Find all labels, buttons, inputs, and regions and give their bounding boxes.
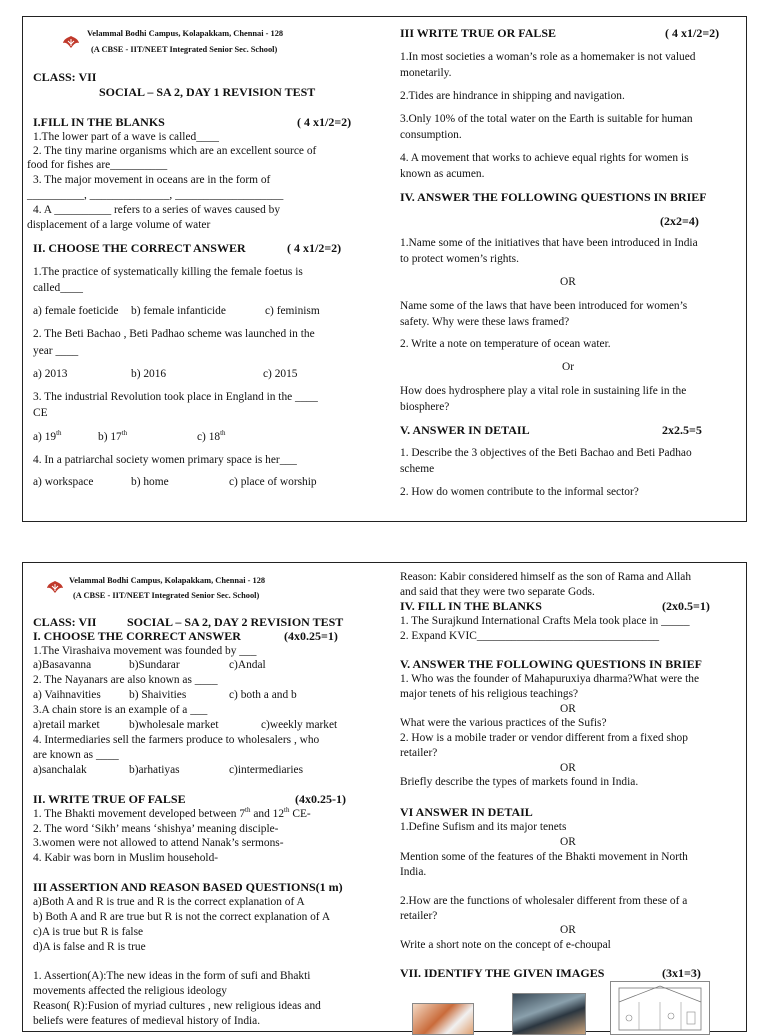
day1-left-column [27, 17, 377, 521]
test-title: SOCIAL – SA 2, DAY 1 REVISION TEST [99, 85, 316, 99]
option: d)A is false and R is true [33, 941, 146, 953]
school-name: Velammal Bodhi Campus, Kolapakkam, Chennai - 128 [69, 576, 266, 585]
question-text: What were the various practices of the Sufis? [400, 717, 607, 729]
question-text: 1.The practice of systematically killing the female foetus is [33, 266, 303, 278]
school-name: Velammal Bodhi Campus, Kolapakkam, Chennai - 128 [87, 29, 284, 38]
identify-image-1 [412, 1003, 474, 1035]
identify-image-3 [610, 981, 710, 1035]
question-text: How does hydrosphere play a vital role in sustaining life in the [400, 385, 687, 397]
question-text: Reason: Kabir considered himself as the son of Rama and Allah [400, 571, 692, 583]
option: b)arhatiyas [129, 764, 180, 776]
option [33, 430, 62, 445]
option: c) both a and b [229, 689, 297, 701]
section-title: I.FILL IN THE BLANKS [33, 115, 165, 129]
question-text: 3. The industrial Revolution took place in England in the ____ [33, 391, 318, 403]
question-text: and said that they were two separate Gods. [400, 586, 595, 598]
school-affiliation: (A CBSE - IIT/NEET Integrated Senior Sec. School) [73, 591, 260, 600]
question-text: known as acumen. [400, 168, 485, 180]
option: b) Both A and R are true but R is not the correct explanation of A [33, 911, 331, 923]
superscript: th [56, 429, 62, 438]
option: c) place of worship [229, 476, 317, 488]
question-text: movements affected the religious ideology [33, 985, 228, 997]
option: a) female foeticide [33, 305, 119, 317]
section-marks: 2x2.5=5 [662, 423, 702, 437]
class-label: CLASS: VII [33, 615, 97, 629]
section-marks: (4x0.25-1) [295, 792, 346, 806]
question-text: 1. Assertion(A):The new ideas in the form of sufi and Bhakti [33, 970, 311, 982]
question-text: year ____ [33, 345, 79, 357]
section-title: III WRITE TRUE OR FALSE [400, 26, 557, 40]
question-text: 2.How are the functions of wholesaler different from these of a [400, 895, 688, 907]
question-text: retailer? [400, 747, 438, 759]
question-text: called____ [33, 282, 83, 294]
question-text: biosphere? [400, 401, 450, 413]
section-title: V. ANSWER THE FOLLOWING QUESTIONS IN BRIEF [400, 657, 702, 671]
question-part: and 12 [250, 808, 285, 820]
or-separator: OR [560, 762, 576, 774]
question-text: major tenets of his religious teachings? [400, 688, 579, 700]
test-title: SOCIAL – SA 2, DAY 2 REVISION TEST [127, 615, 344, 629]
question-text: 4. A __________ refers to a series of waves caused by [33, 204, 281, 216]
question-text: 4. A movement that works to achieve equal rights for women is [400, 152, 689, 164]
question-text: 3.A chain store is an example of a ___ [33, 704, 208, 716]
day1-right-column [400, 17, 740, 521]
question-text: 1.Define Sufism and its major tenets [400, 821, 567, 833]
option: b) 2016 [131, 368, 167, 380]
option: c)Andal [229, 659, 266, 671]
question-text: retailer? [400, 910, 438, 922]
question-text: displacement of a large volume of water [27, 219, 211, 231]
question-text: 4. Intermediaries sell the farmers produce to wholesalers , who [33, 734, 320, 746]
or-separator: OR [560, 276, 576, 288]
option: c) 2015 [263, 368, 298, 380]
identify-image-2 [512, 993, 586, 1035]
option: a) 2013 [33, 368, 68, 380]
option: b)wholesale market [129, 719, 219, 731]
question-text: 3.Only 10% of the total water on the Earth is suitable for human [400, 113, 693, 125]
question-text: beliefs were features of medieval history of India. [33, 1015, 261, 1027]
section-title: VII. IDENTIFY THE GIVEN IMAGES [400, 966, 605, 980]
section-title: I. CHOOSE THE CORRECT ANSWER [33, 629, 241, 643]
question-text: Name some of the laws that have been introduced for women’s [400, 300, 688, 312]
worksheet-day1 [22, 16, 747, 522]
question-text: __________, ______________, ___________________ [27, 189, 284, 201]
section-title: IV. ANSWER THE FOLLOWING QUESTIONS IN BRIEF [400, 190, 707, 204]
option-text: a) 19 [33, 431, 57, 443]
question-text: food for fishes are__________ [27, 159, 168, 171]
option: a)retail market [33, 719, 100, 731]
or-separator: OR [560, 703, 576, 715]
section-marks: (2x2=4) [660, 214, 699, 228]
section-marks: ( 4 x1/2=2) [297, 115, 352, 129]
question-part: CE- [289, 808, 311, 820]
question-text: CE [33, 407, 48, 419]
question-text: 2. The Beti Bachao , Beti Padhao scheme was launched in the [33, 328, 315, 340]
question-text: 2. Write a note on temperature of ocean water. [400, 338, 611, 350]
or-separator: Or [562, 361, 575, 373]
option: c)A is true but R is false [33, 926, 144, 938]
class-label: CLASS: VII [33, 70, 97, 84]
option-text: c) 18 [197, 431, 221, 443]
question-text: 4. Kabir was born in Muslim household- [33, 852, 219, 864]
option: b) female infanticide [131, 305, 226, 317]
school-logo-icon [62, 35, 80, 49]
option: b) Shaivities [129, 689, 187, 701]
section-title: V. ANSWER IN DETAIL [400, 423, 530, 437]
option: a)Both A and R is true and R is the correct explanation of A [33, 896, 305, 908]
question-text: Write a short note on the concept of e-choupal [400, 939, 611, 951]
superscript: th [121, 429, 128, 438]
option: c)weekly market [261, 719, 338, 731]
question-text: India. [400, 866, 427, 878]
section-title: II. CHOOSE THE CORRECT ANSWER [33, 241, 246, 255]
question-text: 2. The tiny marine organisms which are an excellent source of [33, 145, 317, 157]
option: a)Basavanna [33, 659, 92, 671]
superscript: th [284, 806, 290, 815]
superscript: th [245, 806, 251, 815]
superscript: th [220, 429, 226, 438]
option: c) feminism [265, 305, 320, 317]
option [98, 430, 127, 445]
question-text: Briefly describe the types of markets found in India. [400, 776, 639, 788]
option: a)sanchalak [33, 764, 87, 776]
question-text: 2. How do women contribute to the informal sector? [400, 486, 639, 498]
question-text: 1.In most societies a woman’s role as a homemaker is not valued [400, 51, 696, 63]
question-text: 1. The Surajkund International Crafts Mela took place in _____ [400, 615, 690, 627]
question-text: 2.Tides are hindrance in shipping and navigation. [400, 90, 625, 102]
option [197, 430, 226, 445]
question-text: 4. In a patriarchal society women primary space is her___ [33, 454, 297, 466]
day2-right-column [400, 563, 740, 1031]
option-text: b) 17 [98, 431, 122, 443]
section-title: VI ANSWER IN DETAIL [400, 805, 533, 819]
question-part: 1. The Bhakti movement developed between 7 [33, 808, 246, 820]
section-marks: (4x0.25=1) [284, 629, 338, 643]
school-logo-icon [46, 580, 64, 594]
question-text: Reason( R):Fusion of myriad cultures , new religious ideas and [33, 1000, 321, 1012]
option: a) workspace [33, 476, 94, 488]
question-text: 3.women were not allowed to attend Nanak’s sermons- [33, 837, 284, 849]
question-text: 2. The Nayanars are also known as ____ [33, 674, 218, 686]
section-marks: ( 4 x1/2=2) [665, 26, 720, 40]
question-text [33, 807, 311, 822]
question-text: 2. Expand KVIC________________________________ [400, 630, 660, 642]
section-marks: (3x1=3) [662, 966, 701, 980]
section-title: II. WRITE TRUE OF FALSE [33, 792, 186, 806]
question-text: 1. Describe the 3 objectives of the Beti Bachao and Beti Padhao [400, 447, 692, 459]
question-text: Mention some of the features of the Bhakti movement in North [400, 851, 688, 863]
question-text: safety. Why were these laws framed? [400, 316, 570, 328]
question-text: monetarily. [400, 67, 452, 79]
section-title: III ASSERTION AND REASON BASED QUESTIONS(1 m) [33, 880, 343, 894]
question-text: scheme [400, 463, 435, 475]
question-text: to protect women’s rights. [400, 253, 519, 265]
option: b)Sundarar [129, 659, 180, 671]
school-affiliation: (A CBSE - IIT/NEET Integrated Senior Sec. School) [91, 45, 278, 54]
question-text: are known as ____ [33, 749, 119, 761]
or-separator: OR [560, 924, 576, 936]
question-text: 1.The lower part of a wave is called____ [33, 131, 219, 143]
or-separator: OR [560, 836, 576, 848]
section-marks: (2x0.5=1) [662, 599, 710, 613]
question-text: 2. How is a mobile trader or vendor different from a fixed shop [400, 732, 688, 744]
option: b) home [131, 476, 169, 488]
question-text: 1.Name some of the initiatives that have been introduced in India [400, 237, 698, 249]
option: c)intermediaries [229, 764, 304, 776]
question-text: 2. The word ‘Sikh’ means ‘shishya’ meaning disciple- [33, 823, 279, 835]
question-text: consumption. [400, 129, 462, 141]
worksheet-day2 [22, 562, 747, 1032]
question-text: 1. Who was the founder of Mahapuruxiya dharma?What were the [400, 673, 699, 685]
option: a) Vaihnavities [33, 689, 101, 701]
question-text: 3. The major movement in oceans are in the form of [33, 174, 271, 186]
section-marks: ( 4 x1/2=2) [287, 241, 342, 255]
section-title: IV. FILL IN THE BLANKS [400, 599, 542, 613]
question-text: 1.The Virashaiva movement was founded by ___ [33, 645, 257, 657]
day2-left-column [31, 563, 377, 1031]
